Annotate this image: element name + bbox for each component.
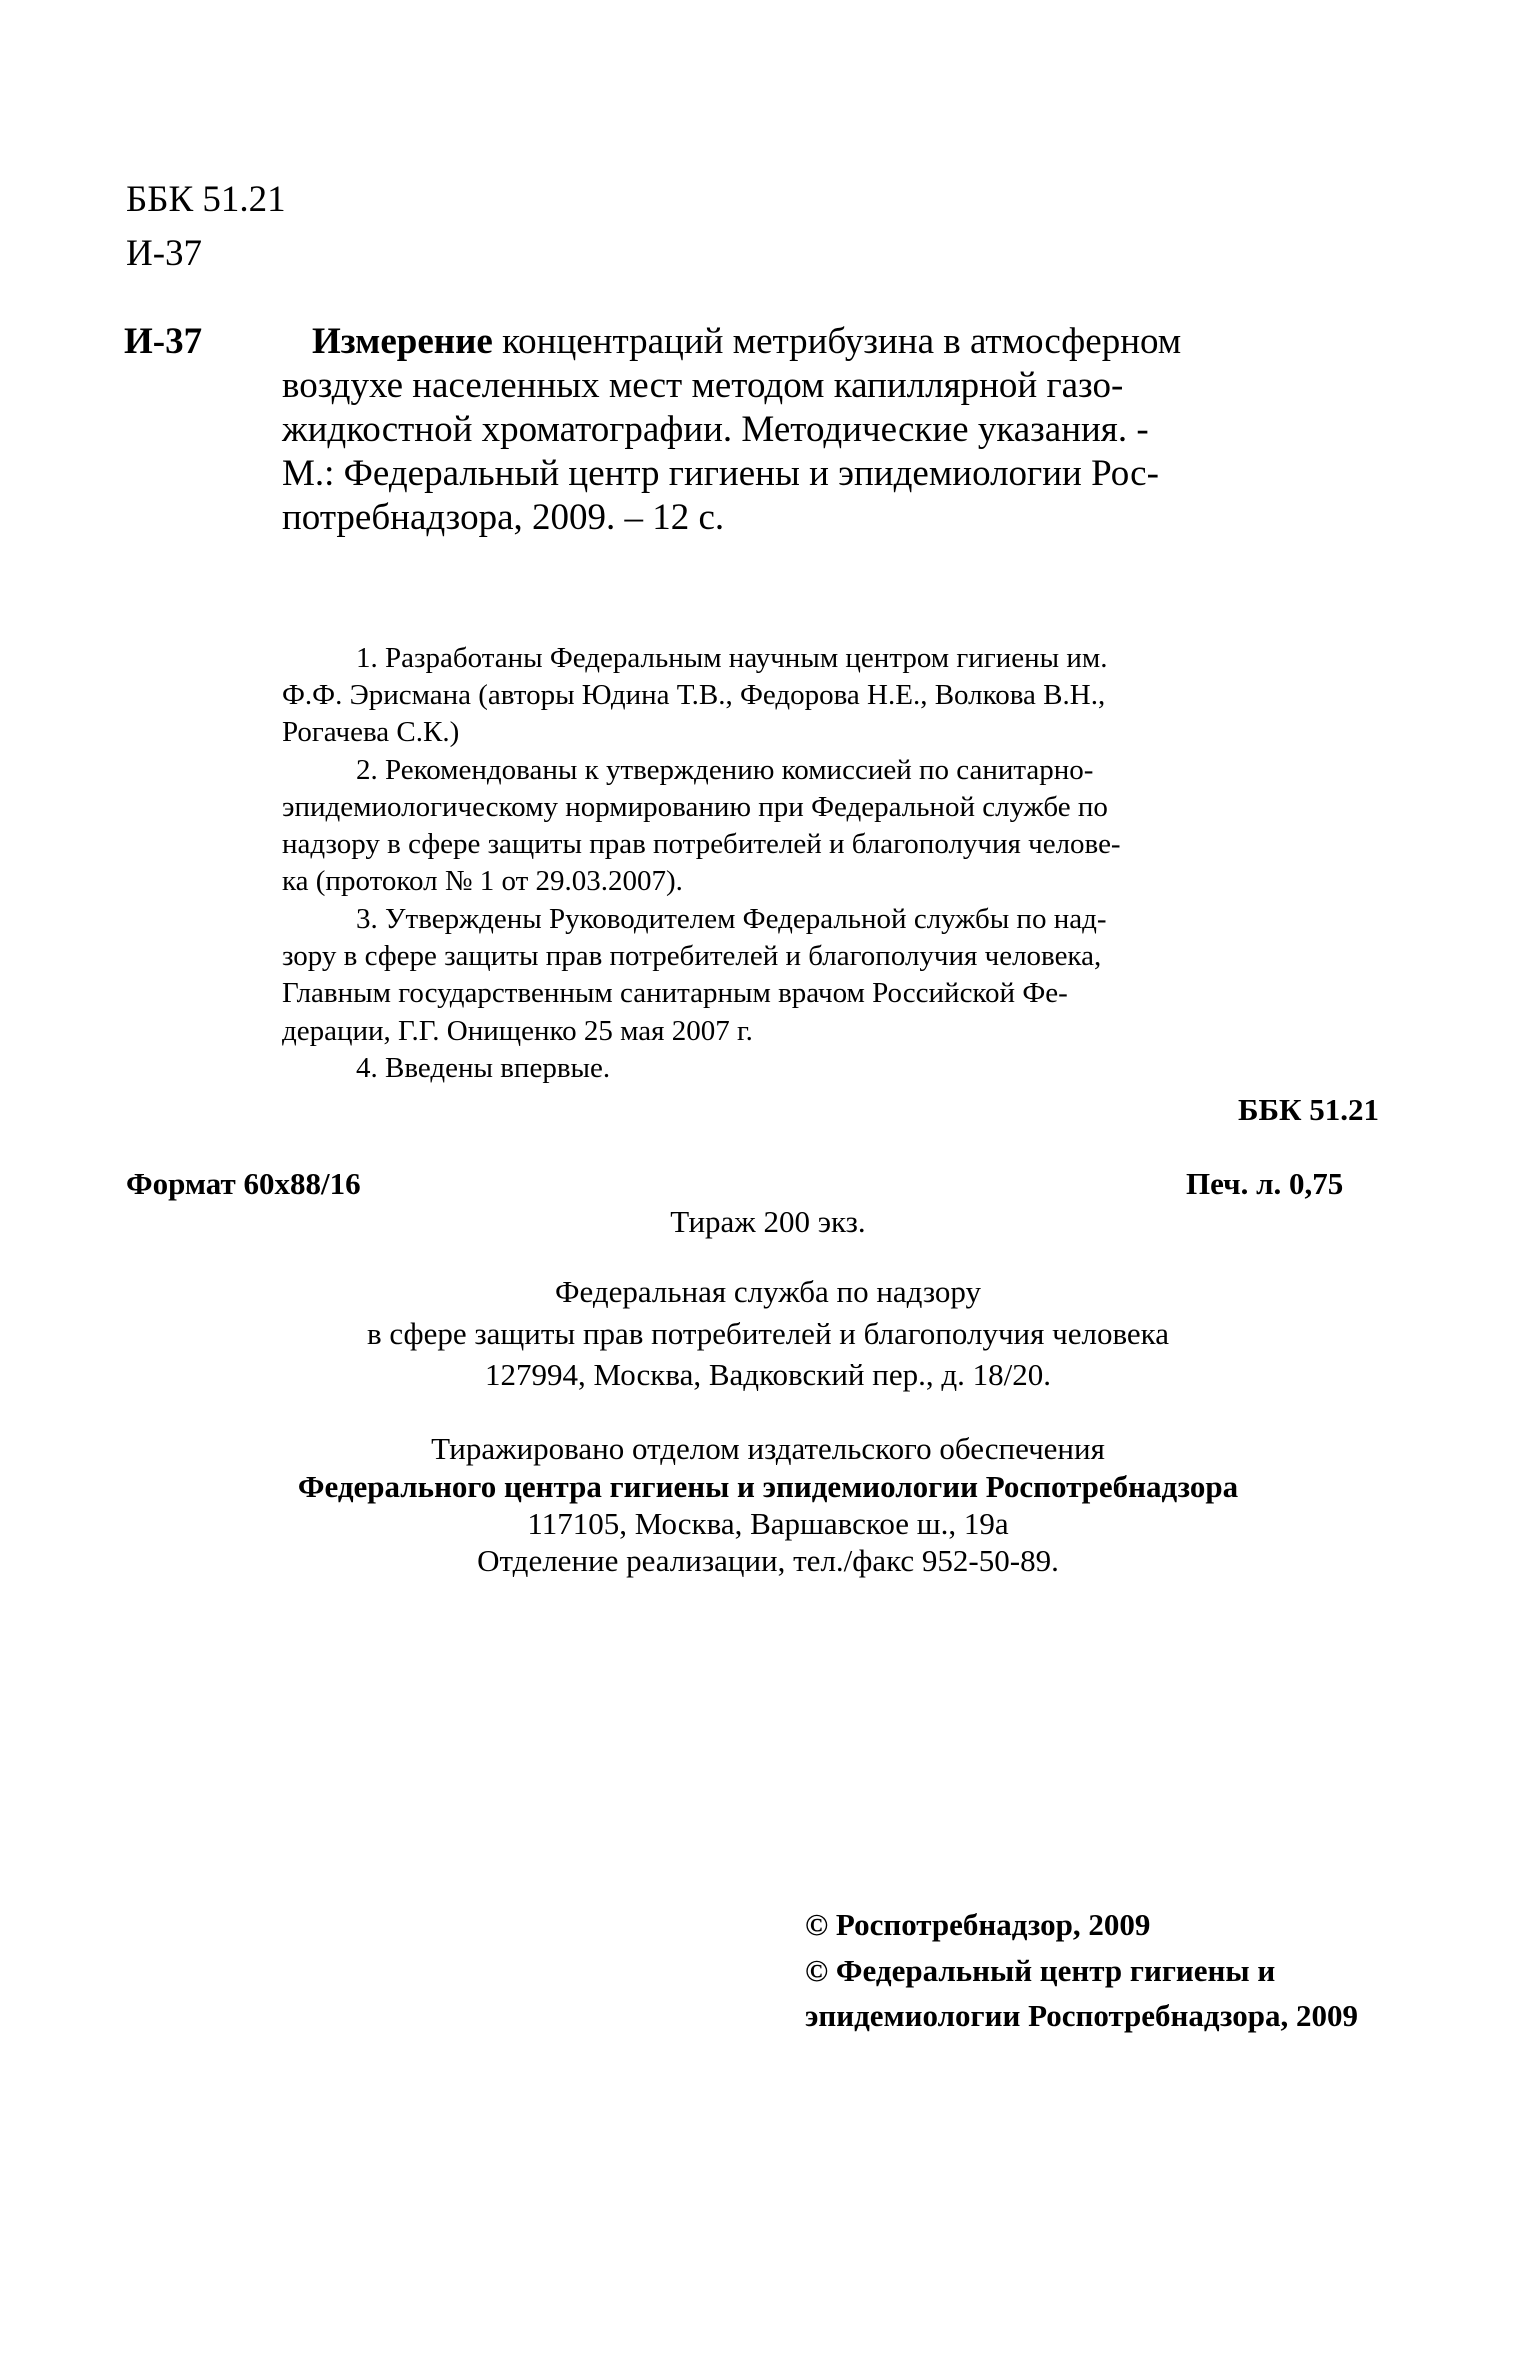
copyright-line: эпидемиологии Роспотребнадзора, 2009 bbox=[805, 1998, 1358, 2033]
credit-line: 2. Рекомендованы к утверждению комиссией по санитарно- bbox=[356, 754, 1094, 786]
format: Формат 60x88/16 bbox=[126, 1166, 361, 1201]
annotation-title: Измерение bbox=[312, 321, 493, 362]
publisher-line: Федеральная служба по надзору bbox=[555, 1274, 981, 1309]
credit-line: 3. Утверждены Руководителем Федеральной службы по над- bbox=[356, 903, 1107, 935]
credit-line: Рогачева С.К.) bbox=[282, 716, 460, 748]
annotation-code: И-37 bbox=[124, 321, 203, 362]
print-sheets: Печ. л. 0,75 bbox=[1186, 1166, 1344, 1201]
credit-line: зору в сфере защиты прав потребителей и благополучия человека, bbox=[282, 940, 1102, 972]
author-mark: И-37 bbox=[126, 233, 203, 274]
copyright-line: © Федеральный центр гигиены и bbox=[805, 1953, 1276, 1988]
printer-line: Тиражировано отделом издательского обеспечения bbox=[431, 1431, 1105, 1466]
print-run: Тираж 200 экз. bbox=[670, 1204, 866, 1239]
credit-line: надзору в сфере защиты прав потребителей и благополучия челове- bbox=[282, 828, 1121, 860]
publisher-line: в сфере защиты прав потребителей и благополучия человека bbox=[366, 1316, 1170, 1351]
printer-address: 117105, Москва, Варшавское ш., 19а bbox=[527, 1506, 1009, 1541]
credit-line: ка (протокол № 1 от 29.03.2007). bbox=[282, 865, 683, 897]
copyright-line: © Роспотребнадзор, 2009 bbox=[805, 1907, 1151, 1942]
printer-contact: Отделение реализации, тел./факс 952-50-89. bbox=[477, 1543, 1059, 1578]
annotation-line-3: жидкостной хроматографии. Методические указания. - bbox=[282, 409, 1149, 450]
publisher-address: 127994, Москва, Вадковский пер., д. 18/20. bbox=[484, 1357, 1051, 1392]
credit-line: Главным государственным санитарным врачом Российской Фе- bbox=[282, 977, 1068, 1009]
credit-line: Ф.Ф. Эрисмана (авторы Юдина Т.В., Федорова Н.Е., Волкова В.Н., bbox=[282, 679, 1106, 711]
annotation-line-2: воздухе населенных мест методом капиллярной газо- bbox=[282, 365, 1124, 406]
annotation-line-1: Измерение концентраций метрибузина в атмосферном bbox=[312, 321, 1182, 362]
bbk-bottom: ББК 51.21 bbox=[1238, 1092, 1379, 1127]
printer-line: Федерального центра гигиены и эпидемиологии Роспотребнадзора bbox=[297, 1469, 1239, 1504]
credit-line: дерации, Г.Г. Онищенко 25 мая 2007 г. bbox=[282, 1015, 753, 1047]
credit-line: эпидемиологическому нормированию при Федеральной службе по bbox=[282, 791, 1108, 823]
annotation-line-5: потребнадзора, 2009. – 12 с. bbox=[282, 497, 725, 538]
credit-line: 1. Разработаны Федеральным научным центром гигиены им. bbox=[356, 642, 1108, 674]
credit-line: 4. Введены впервые. bbox=[356, 1052, 611, 1084]
annotation-line-4: М.: Федеральный центр гигиены и эпидемиологии Рос- bbox=[282, 453, 1159, 494]
bbk-index: ББК 51.21 bbox=[126, 179, 286, 220]
